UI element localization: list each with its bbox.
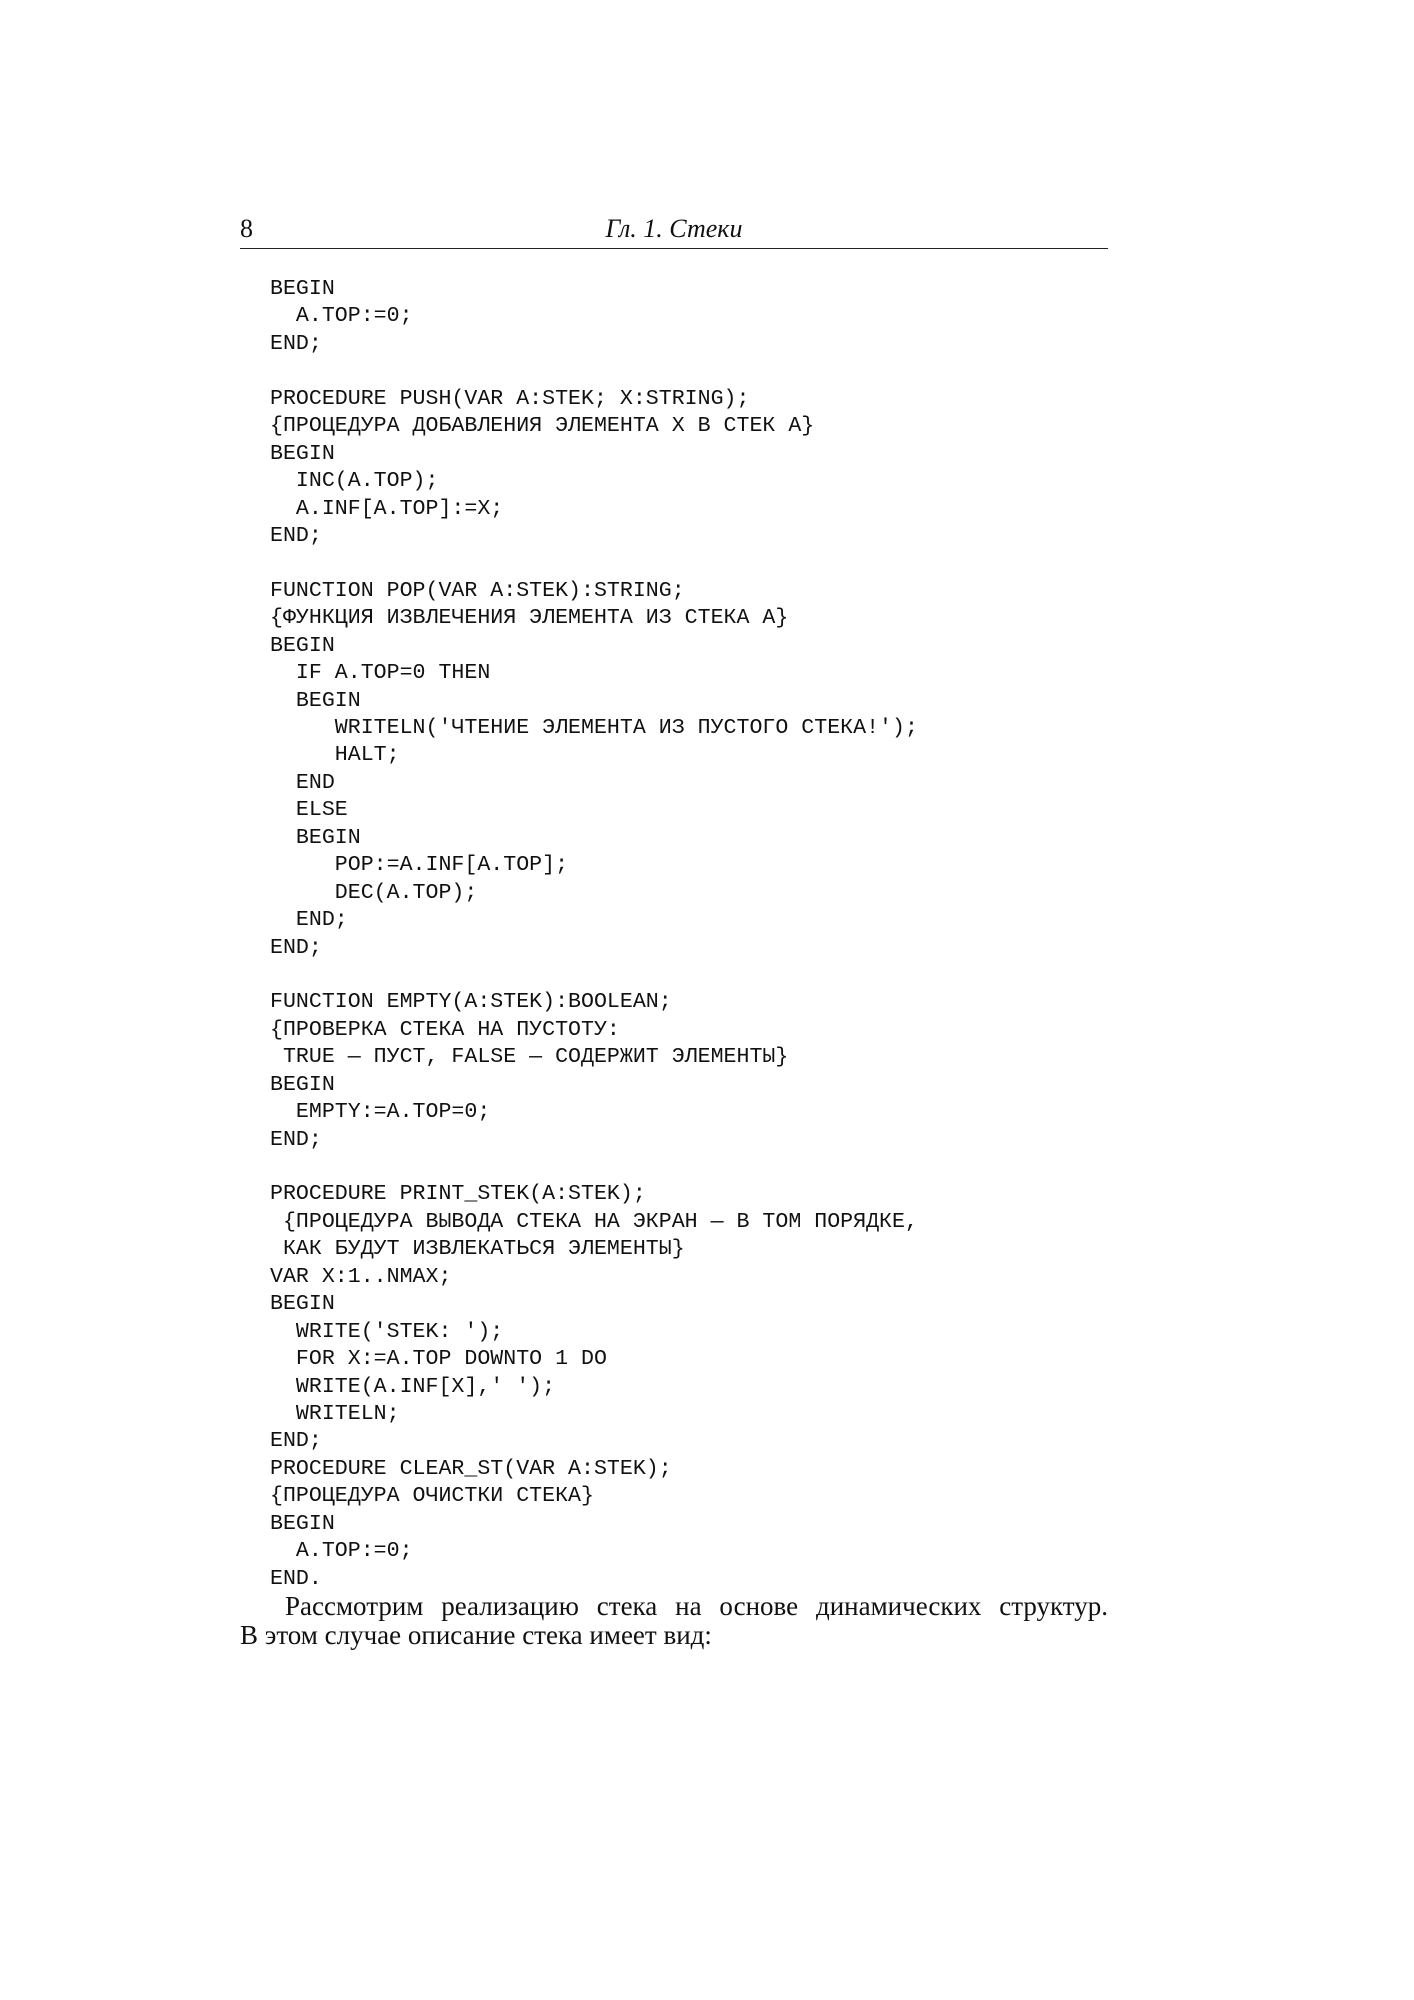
code-line: [270, 550, 918, 577]
code-line: HALT;: [270, 743, 400, 768]
code-line: {ПРОЦЕДУРА ДОБАВЛЕНИЯ ЭЛЕМЕНТА X В СТЕК A}: [270, 414, 815, 439]
code-listing: [270, 276, 918, 1593]
code-line: TRUE — ПУСТ, FALSE — СОДЕРЖИТ ЭЛЕМЕНТЫ}: [270, 1045, 789, 1070]
code-line: BEGIN: [270, 277, 335, 301]
code-line: {ПРОВЕРКА СТЕКА НА ПУСТОТУ:: [270, 1017, 620, 1042]
page-number: 8: [240, 214, 253, 243]
code-line: END: [270, 770, 335, 795]
code-line: BEGIN: [270, 825, 361, 850]
code-line: END.: [270, 1566, 322, 1591]
code-line: PROCEDURE PUSH(VAR A:STEK; X:STRING);: [270, 386, 750, 411]
code-line: END;: [270, 1429, 322, 1454]
paragraph-line: В этом случае описание стека имеет вид:: [240, 1620, 712, 1650]
running-head: Гл. 1. Стеки: [605, 214, 743, 243]
code-line: BEGIN: [270, 1511, 335, 1536]
code-line: {ПРОЦЕДУРА ВЫВОДА СТЕКА НА ЭКРАН — В ТОМ ПОРЯДКЕ,: [270, 1209, 918, 1234]
code-line: WRITELN;: [270, 1401, 400, 1426]
code-line: VAR X:1..NMAX;: [270, 1264, 452, 1289]
code-line: END;: [270, 935, 322, 960]
code-line: A.TOP:=0;: [270, 304, 413, 329]
code-line: FUNCTION POP(VAR A:STEK):STRING;: [270, 578, 685, 603]
code-line: WRITE(A.INF[X],' ');: [270, 1374, 556, 1399]
code-line: КАК БУДУТ ИЗВЛЕКАТЬСЯ ЭЛЕМЕНТЫ}: [270, 1237, 685, 1262]
code-line: ELSE: [270, 798, 348, 823]
code-line: END;: [270, 331, 322, 356]
code-line: DEC(A.TOP);: [270, 880, 478, 905]
code-line: END;: [270, 523, 322, 548]
page-header: [240, 208, 1108, 249]
code-line: WRITE('STEK: ');: [270, 1319, 504, 1344]
code-line: [270, 1154, 918, 1181]
code-line: PROCEDURE CLEAR_ST(VAR A:STEK);: [270, 1456, 672, 1481]
code-line: BEGIN: [270, 1072, 335, 1097]
code-line: [270, 358, 918, 385]
code-line: [270, 962, 918, 989]
body-paragraph: [240, 1592, 1108, 1650]
code-line: {ПРОЦЕДУРА ОЧИСТКИ СТЕКА}: [270, 1484, 594, 1509]
paragraph-line: Рассмотрим реализацию стека на основе динамических структур.: [285, 1591, 1108, 1621]
code-line: FUNCTION EMPTY(A:STEK):BOOLEAN;: [270, 990, 672, 1015]
code-line: FOR X:=A.TOP DOWNTO 1 DO: [270, 1347, 607, 1372]
code-line: IF A.TOP=0 THEN: [270, 661, 491, 686]
code-line: EMPTY:=A.TOP=0;: [270, 1100, 491, 1125]
code-line: POP:=A.INF[A.TOP];: [270, 853, 569, 878]
code-line: BEGIN: [270, 1292, 335, 1317]
code-line: {ФУНКЦИЯ ИЗВЛЕЧЕНИЯ ЭЛЕМЕНТА ИЗ СТЕКА A}: [270, 606, 789, 631]
code-line: BEGIN: [270, 688, 361, 713]
code-line: PROCEDURE PRINT_STEK(A:STEK);: [270, 1182, 646, 1207]
code-line: END;: [270, 908, 348, 933]
code-line: A.TOP:=0;: [270, 1539, 413, 1564]
code-line: BEGIN: [270, 633, 335, 658]
code-line: INC(A.TOP);: [270, 469, 439, 494]
code-line: WRITELN('ЧТЕНИЕ ЭЛЕМЕНТА ИЗ ПУСТОГО СТЕКА!');: [270, 716, 918, 740]
code-line: BEGIN: [270, 441, 335, 466]
code-line: END;: [270, 1127, 322, 1152]
code-line: A.INF[A.TOP]:=X;: [270, 496, 504, 521]
